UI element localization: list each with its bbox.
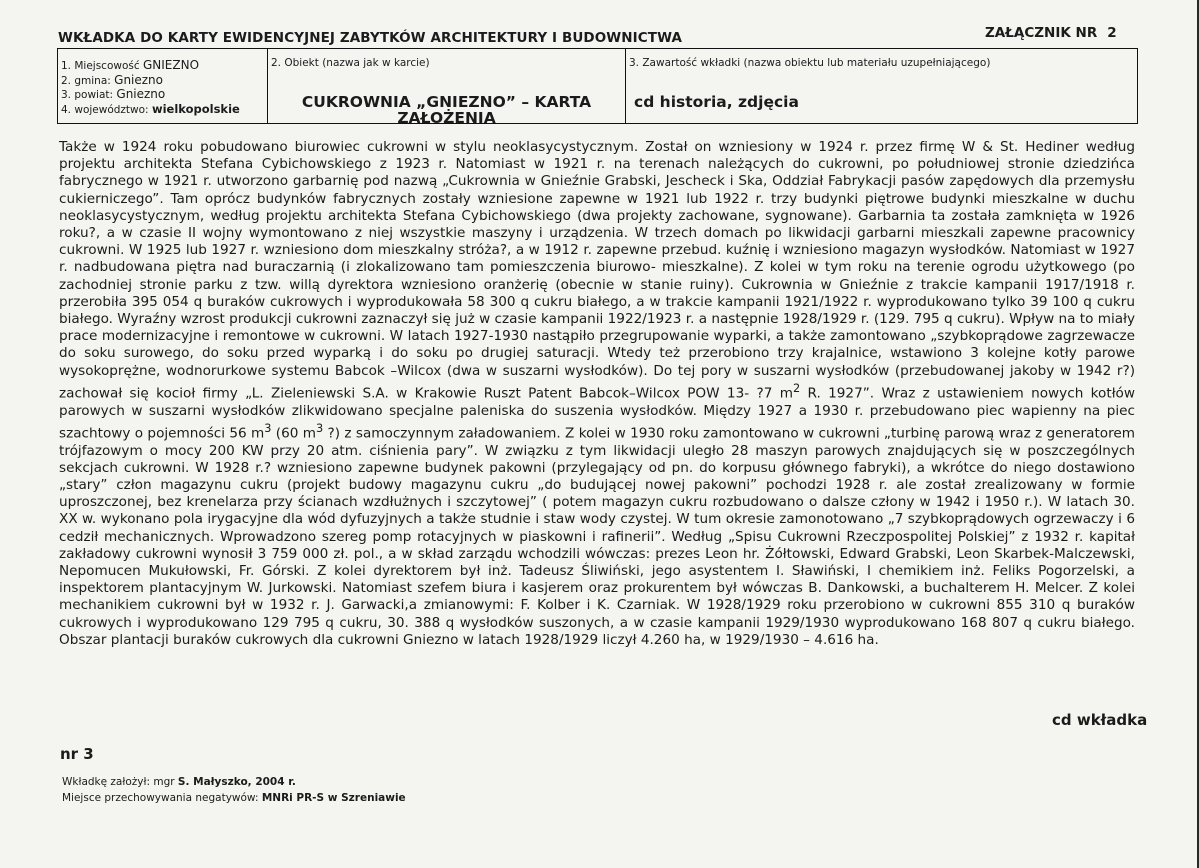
annex-number [985, 25, 1117, 41]
author-label: Wkładkę założył: mgr [62, 776, 175, 788]
powiat-row [58, 88, 267, 103]
storage-label: Miejsce przechowywania negatywów: [62, 792, 259, 804]
history-text-part-2: R. 1927”. Wraz z ustawieniem nowych kotłów parowych w suszarni wysłodków zlikwidowano specjalne paleniska do suszenia wysłodków. Między 1927 a 1930 r. przebudowano piec wapienny na piec szachtowy o pojemności 56 m [59, 385, 1135, 442]
history-sup-2: 3 [264, 420, 272, 435]
history-text-part-4: ?) z samoczynnym załadowaniem. Z kolei w 1930 roku zamontowano w cukrowni „turbinę parową wraz z generatorem trójfazowym o mocy 200 KW przy 20 atm. ciśnienia pary”. W związku z tym likwidacji uległo 28 maszyn parowych znajdujących się w poszczególnych sekcjach cukrowni. W 1928 r.? wzniesiono zapewne budynek pakowni (przylegający od pn. do korpusu głównego fabryki), a wkrótce do niego dostawiono „stary” człon magazynu cukru (projekt budowy magazynu cukru „do budującej nowej pakowni” pochodzi 1928 r. ale został zrealizowany w formie uproszczonej, bez krenelarza przy ścianach wzdłużnych i szczytowej” ( potem magazyn cukru rozbudowano o dalsze człony w 1942 i 1950 r.). W latach 30. XX w. wykonano pola irygacyjne dla wód dyfuzyjnych a także studnie i staw wody czystej. W tum okresie zamonotowano „7 szybkoprądowych ogrzewaczy i 6 cedził mechanicznych. Wprowadzono szereg pomp rotacyjnych w piaskowni i rafinerii”. Według „Spisu Cukrowni Rzeczpospolitej Polskiej” z 1932 r. kapitał zakładowy cukrowni wynosił 3 759 000 zł. pol., a w skład zarządu wchodzili wówczas: prezes Leon hr. Żółtowski, Edward Grabski, Leon Skarbek-Malczewski, Nepomucen Mukułowski, Fr. Górski. Z kolei dyrektorem był inż. Tadeusz Śliwiński, jego asystentem I. Sławiński, I chemikiem inż. Feliks Pogorzelski, a inspektorem plantacyjnym W. Jurkowski. Natomiast szefem biura i kasjerem oraz prokurentem był wówczas B. Dankowski, a buchalterem H. Melcer. Z kolei mechanikiem cukrowni był w 1932 r. J. Garwacki,a zmianowymi: F. Kolber i K. Czarniak. W 1928/1929 roku przerobiono w cukrowni 855 310 q buraków cukrowych i wyprodukowano 129 795 q cukru, 30. 388 q wysłodków suszonych, a w czasie kampanii 1929/1930 wyprodukowano 168 807 q cukru białego. Obszar plantacji buraków cukrowych dla cukrowni Gniezno w latach 1928/1929 liczył 4.260 ha, w 1929/1930 – 4.616 ha. [59, 425, 1135, 648]
history-sup-1: 2 [792, 380, 801, 395]
gmina-row [58, 74, 267, 89]
history-text-part-3: (60 m [271, 425, 316, 442]
form-title: WKŁADKA DO KARTY EWIDENCYJNEJ ZABYTKÓW ARCHITEKTURY I BUDOWNICTWA [58, 30, 683, 46]
object-name: CUKROWNIA „GNIEZNO” – KARTA ZAŁOŻENIA [301, 92, 592, 127]
history-sup-3: 3 [315, 420, 324, 435]
annex-value: 2 [1107, 25, 1117, 41]
content-label: 3. Zawartość wkładki (nazwa obiektu lub materiału uzupełniającego) [629, 57, 991, 69]
history-text-part-1: Także w 1924 roku pobudowano biurowiec cukrowni w stylu neoklasycystycznym. Został on wzniesiony w 1924 r. przez firmę W & St. Hediner według projektu architekta Stefana Cybichowskiego z 1923 r. Natomiast w 1921 r. na terenach należących do cukrowni, po południowej stronie dziedzińca fabrycznego w 1921 r. utworzono garbarnię pod nazwą „Cukrownia w Gnieźnie Grabski, Jescheck i Ska, Oddział Fabrykacji pasów zapędowych dla przemysłu cukierniczego”. Tam oprócz budynków fabrycznych zostały wzniesione zapewne w 1921 lub 1922 r. trzy budynki piętrowe budynki mieszkalne w duchu neoklasycystycznym, według projektu architekta Stefana Cybichowskiego (dwa projekty zachowane, sygnowane). Garbarnia ta została zamknięta w 1926 roku?, a w czasie II wojny wymontowano z niej wszystkie maszyny i urządzenia. W trzech domach po likwidacji garbarni mieszkali zapewne pracownicy cukrowni. W 1925 lub 1927 r. wzniesiono dom mieszkalny stróża?, a w 1912 r. zapewne przebud. kuźnię i wzniesiono magazyn wysłodków. Natomiast w 1927 r. nadbudowana piętra nad buraczarnią (i zlokalizowano tam pomieszczenia biurowo- mieszkalne). Z kolei w tym roku na terenie ogrodu użytkowego (po zachodniej stronie parku z tzw. willą dyrektora wzniesiono oranżerię (obecnie w stanie ruiny). Cukrownia w Gnieźnie z trakcie kampanii 1917/1918 r. przerobiła 395 054 q buraków cukrowych i wyprodukowała 58 300 q cukru białego, a w trakcie kampanii 1921/1922 r. wyprodukowano tylko 39 100 q cukru białego. Wyraźny wzrost produkcji cukrowni zaznaczył się już w czasie kampanii 1922/1923 r. a następnie 1928/1929 r. (129. 795 q cukru). Wpływ na to miały prace modernizacyjne i remontowe w cukrowni. W latach 1927-1930 nastąpiło przegrupowanie wyparki, a także zamontowano „szybkoprądowe zagrzewacze do soku surowego, do soku przed wyparką i do soku po drugiej saturacji. Wtedy też przerobiono trzy krajalnice, wstawiono 3 kolejne kotły parowe wysokoprężne, wodnorurkowe systemu Babcok –Wilcox (dwa w suszarni wysłodków). Do tej pory w suszarni wysłodków (przebudowanej jakoby w 1942 r?) zachował się kocioł firmy „L. Zieleniewski S.A. w Krakowie Ruszt Patent Babcok–Wilcox POW 13- ?7 m [59, 139, 1135, 402]
gmina-label: 2. gmina: [61, 74, 111, 87]
voivodeship-value: wielkopolskie [151, 101, 240, 116]
page-number: nr 3 [60, 745, 94, 763]
info-box [57, 48, 1138, 127]
storage-line [62, 792, 406, 804]
object-label: 2. Obiekt (nazwa jak w karcie) [271, 57, 430, 69]
locality-label: 1. Miejscowość [61, 60, 140, 72]
voivodeship-row [58, 103, 267, 118]
author-line [62, 776, 296, 788]
history-text [59, 139, 1135, 649]
powiat-label: 3. powiat: [61, 89, 114, 101]
location-column [58, 49, 268, 123]
gmina-value: Gniezno [114, 72, 164, 87]
voivodeship-label: 4. województwo: [61, 103, 149, 116]
storage-value: MNRi PR-S w Szreniawie [261, 792, 406, 804]
continuation-note: cd wkładka [1052, 711, 1148, 729]
powiat-value: Gniezno [116, 87, 166, 101]
content-value: cd historia, zdjęcia [634, 92, 799, 111]
annex-label: ZAŁĄCZNIK NR [985, 25, 1098, 41]
object-column [268, 49, 626, 127]
author-value: S. Małyszko, 2004 r. [177, 776, 296, 788]
content-column [626, 49, 1137, 123]
locality-value: GNIEZNO [142, 58, 200, 72]
locality-row [58, 59, 267, 74]
